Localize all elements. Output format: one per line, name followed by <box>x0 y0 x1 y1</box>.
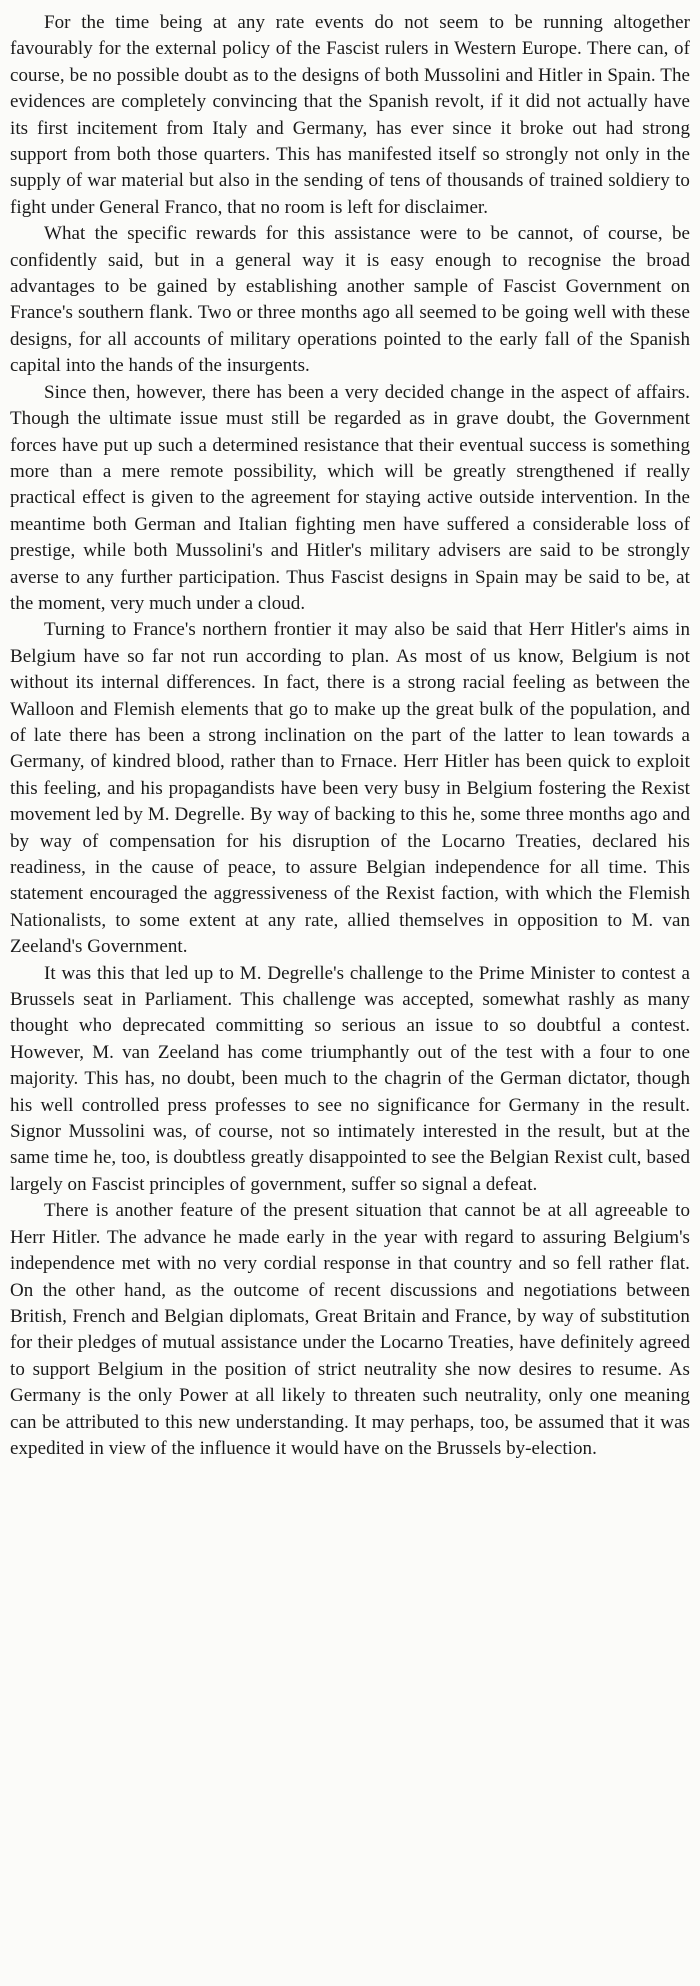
paragraph-neutrality: There is another feature of the present situation that cannot be at all agreeable to Herr Hitler. The advance he made early in the year with regard to assuring Belgium's independence met with no very cordial response in that country and so fell rather flat. On the other hand, as the outcome of recent discussions and negotiations between British, French and Belgian diplomats, Great Britain and France, by way of substitution for their pledges of mutual assistance under the Locarno Treaties, have definitely agreed to support Belgium in the position of strict neutrality she now desires to resume. As Germany is the only Power at all likely to threaten such neutrality, only one meaning can be attributed to this new understanding. It may perhaps, too, be assumed that it was expedited in view of the influence it would have on the Brussels by-election. <box>10 1200 690 1459</box>
article-body <box>10 10 690 1462</box>
paragraph-degrelle-challenge: It was this that led up to M. Degrelle's challenge to the Prime Minister to contest a Brussels seat in Parliament. This challenge was accepted, somewhat rashly as many thought who deprecated committing so serious an issue to so doubtful a contest. However, M. van Zeeland has come triumphantly out of the test with a four to one majority. This has, no doubt, been much to the chagrin of the German dictator, though his well controlled press professes to see no significance for Germany in the result. Signor Mussolini was, of course, not so intimately interested in the result, but at the same time he, too, is doubtless greatly disappointed to see the Belgian Rexist cult, based largely on Fascist principles of government, suffer so signal a defeat. <box>10 962 690 1195</box>
paragraph-rewards: What the specific rewards for this assistance were to be cannot, of course, be confidently said, but in a general way it is easy enough to recognise the broad advantages to be gained by establishing another sample of Fascist Government on France's southern flank. Two or three months ago all seemed to be going well with these designs, for all accounts of military operations pointed to the early fall of the Spanish capital into the hands of the insurgents. <box>10 223 690 377</box>
paragraph-belgium: Turning to France's northern frontier it may also be said that Herr Hitler's aims in Belgium have so far not run according to plan. As most of us know, Belgium is not without its internal differences. In fact, there is a strong racial feeling as between the Walloon and Flemish elements that go to make up the great bulk of the population, and of late there has been a strong inclination on the part of the latter to lean towards a Germany, of kindred blood, rather than to Frnace. Herr Hitler has been quick to exploit this feeling, and his propagandists have been very busy in Belgium fostering the Rexist movement led by M. Degrelle. By way of backing to this he, some three months ago and by way of compensation for his disruption of the Locarno Treaties, declared his readiness, in the cause of peace, to assure Belgian independence for all time. This statement encouraged the aggressiveness of the Rexist faction, with which the Flemish Nationalists, to some extent at any rate, allied themselves in opposition to M. van Zeeland's Government. <box>10 619 690 958</box>
paragraph-change-of-affairs: Since then, however, there has been a very decided change in the aspect of affairs. Though the ultimate issue must still be regarded as in grave doubt, the Government forces have put up such a determined resistance that their eventual success is something more than a mere remote possibility, which will be greatly strengthened if really practical effect is given to the agreement for staying active outside intervention. In the meantime both German and Italian fighting men have suffered a considerable loss of prestige, while both Mussolini's and Hitler's military advisers are said to be strongly averse to any further participation. Thus Fascist designs in Spain may be said to be, at the moment, very much under a cloud. <box>10 381 690 614</box>
paragraph-spain-intervention: For the time being at any rate events do not seem to be running altogether favourably for the external policy of the Fascist rulers in Western Europe. There can, of course, be no possible doubt as to the designs of both Mussolini and Hitler in Spain. The evidences are completely convincing that the Spanish revolt, if it did not actually have its first incitement from Italy and Germany, has ever since it broke out had strong support from both those quarters. This has manifested itself so strongly not only in the supply of war material but also in the sending of tens of thousands of trained soldiery to fight under General Franco, that no room is left for disclaimer. <box>10 12 690 218</box>
